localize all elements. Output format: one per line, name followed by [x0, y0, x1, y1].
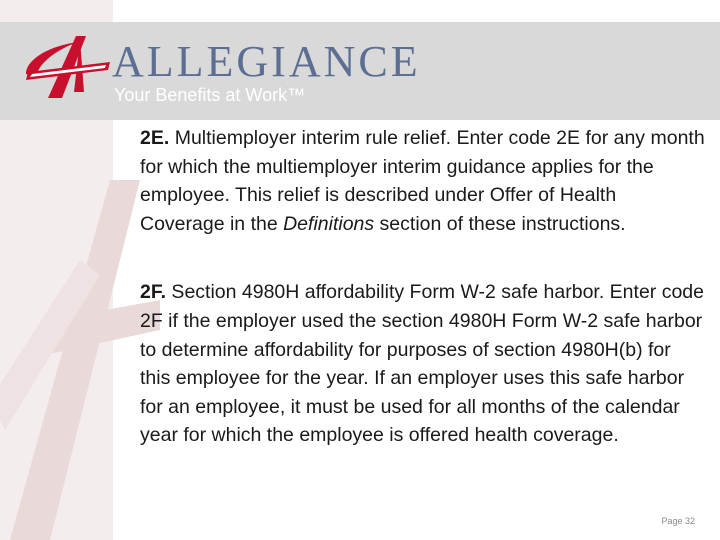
allegiance-a-logo-icon [18, 32, 113, 102]
paragraph-2e-text-end: section of these instructions. [374, 212, 626, 235]
code-label-2f: 2F. [140, 281, 167, 304]
paragraph-2e-text: Multiemployer interim rule relief. Enter code 2E for any month for which the multiemployer interim guidance applies for the employee. This relief is described under Offer of Health Coverage in the [140, 127, 705, 235]
definitions-emphasis: Definitions [283, 212, 375, 235]
content-body [140, 124, 706, 450]
paragraph-2f [140, 278, 706, 450]
page-number: Page 32 [661, 516, 695, 526]
paragraph-2e [140, 124, 706, 238]
brand-tagline: Your Benefits at Work™ [114, 85, 306, 105]
watermark-logo-icon [0, 140, 160, 540]
code-label-2e: 2E. [140, 127, 170, 149]
brand-name: ALLEGIANCE [112, 37, 421, 86]
paragraph-2f-text: Section 4980H affordability Form W-2 safe harbor. Enter code 2F if the employer used the section 4980H Form W-2 safe harbor to determine affordability for purposes of section 4980H(b) for this employee for the year. If an employer uses this safe harbor for an employee, it must be used for all months of the calendar year for which the employee is offered health coverage. [140, 281, 704, 447]
header-white-strip [113, 0, 720, 22]
